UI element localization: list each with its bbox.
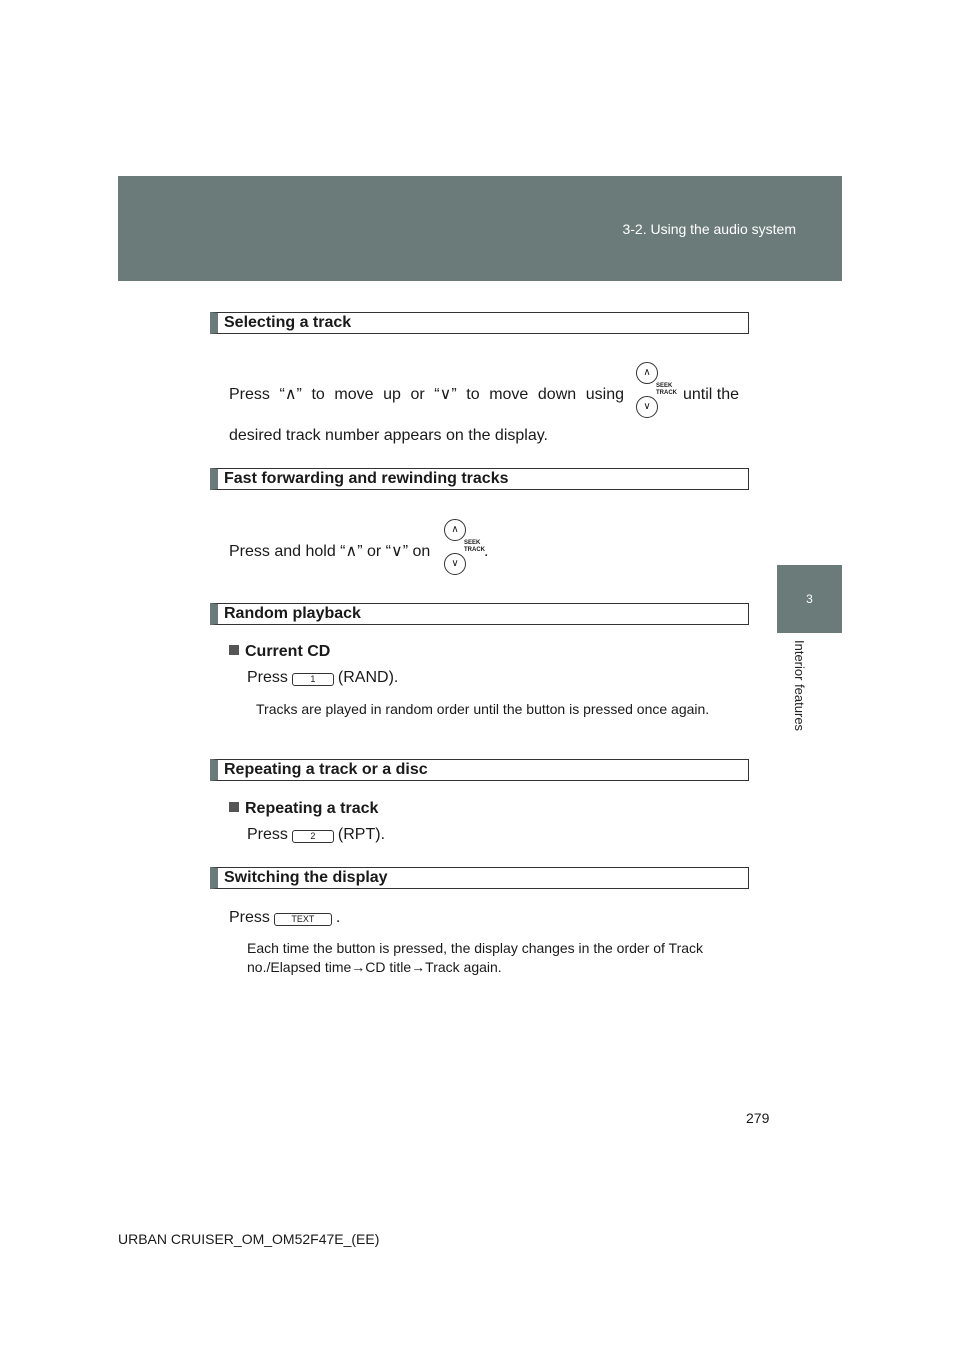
preset-1-button-icon: 1 xyxy=(292,673,334,686)
seek-up-icon: ∧ xyxy=(636,362,658,384)
s5-note: Each time the button is pressed, the display changes in the order of Track no./Elapsed time→CD title→Track again. xyxy=(247,940,704,975)
bullet-current-cd: Current CD xyxy=(229,643,330,661)
seek-track-label: SEEK TRACK xyxy=(656,383,677,396)
section-title-switching-display: Switching the display xyxy=(210,867,749,889)
s1-line2: desired track number appears on the display. xyxy=(229,427,548,444)
chapter-label: Interior features xyxy=(792,640,807,732)
section-title-random-playback: Random playback xyxy=(210,603,749,625)
s5-press-line: Press TEXT . xyxy=(229,909,341,926)
bullet-repeating-track: Repeating a track xyxy=(229,800,378,818)
section-title-selecting-track: Selecting a track xyxy=(210,312,749,334)
bullet-square-icon xyxy=(229,645,239,655)
bullet-square-icon xyxy=(229,802,239,812)
page-number: 279 xyxy=(746,1110,770,1126)
s3-note: Tracks are played in random order until the button is pressed once again. xyxy=(256,701,710,717)
section-breadcrumb: 3-2. Using the audio system xyxy=(622,221,796,237)
seek-down-icon: ∨ xyxy=(444,553,466,575)
s3-press-line: Press 1 (RAND). xyxy=(247,669,399,686)
text-button-icon: TEXT xyxy=(274,913,332,926)
seek-track-label: SEEK TRACK xyxy=(464,540,485,553)
header-bar xyxy=(118,176,842,281)
preset-2-button-icon: 2 xyxy=(292,830,334,843)
s4-press-line: Press 2 (RPT). xyxy=(247,826,386,843)
s1-line1-a: Press “∧” to move up or “∨” to move down using xyxy=(229,386,624,403)
document-footer: URBAN CRUISER_OM_OM52F47E_(EE) xyxy=(118,1231,380,1247)
seek-track-button-icon xyxy=(634,362,688,422)
seek-down-icon: ∨ xyxy=(636,396,658,418)
section-title-fast-forward: Fast forwarding and rewinding tracks xyxy=(210,468,749,490)
s1-line1-b: until the xyxy=(683,386,740,403)
chapter-tab xyxy=(777,565,842,633)
s2-text-b: . xyxy=(484,543,489,560)
seek-up-icon: ∧ xyxy=(444,519,466,541)
s2-text-a: Press and hold “∧” or “∨” on xyxy=(229,543,431,560)
chapter-number: 3 xyxy=(806,592,813,606)
section-title-repeating: Repeating a track or a disc xyxy=(210,759,749,781)
